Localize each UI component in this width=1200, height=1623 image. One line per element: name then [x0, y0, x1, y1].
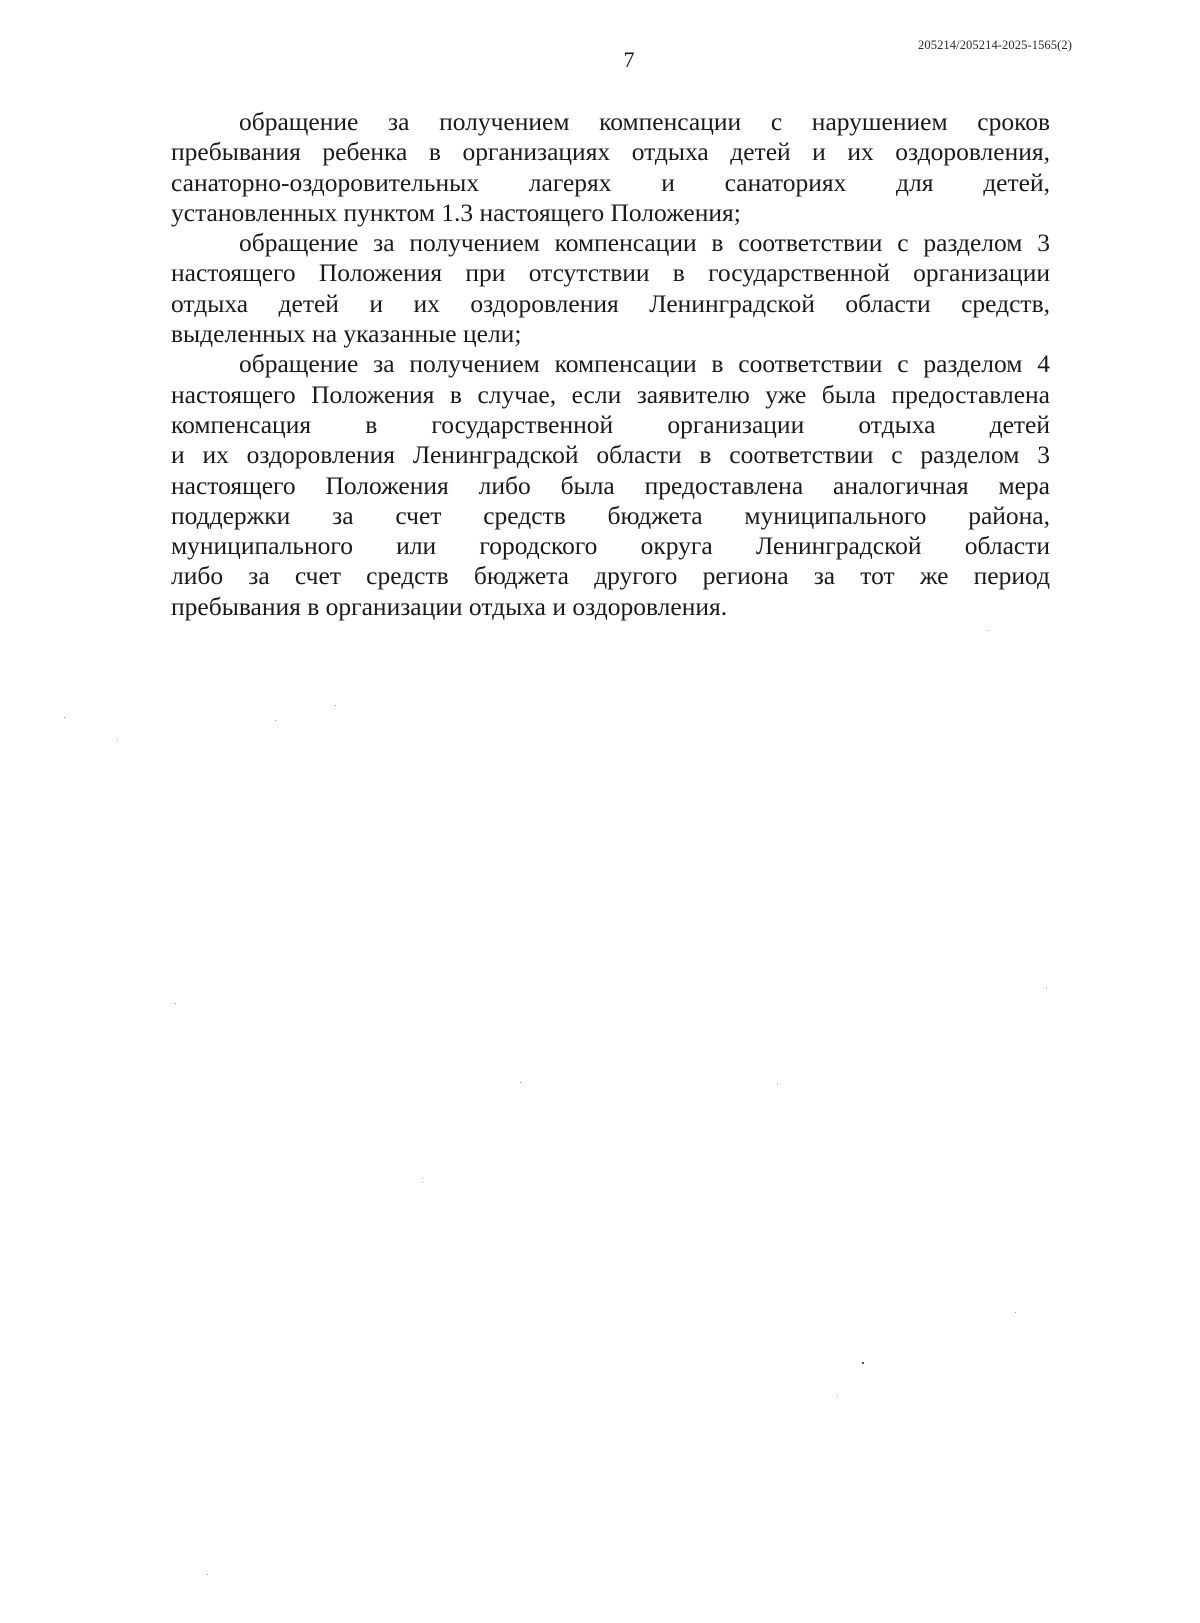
text-line: настоящего Положения в случае, если заявителю уже была предоставлена	[171, 379, 1050, 409]
text-line: обращение за получением компенсации с нарушением сроков	[239, 107, 1050, 136]
document-id: 205214/205214-2025-1565(2)	[918, 38, 1072, 52]
text-line: пребывания ребенка в организациях отдыха детей и их оздоровления,	[171, 137, 1050, 167]
text-line: установленных пунктом 1.3 настоящего Положения;	[171, 197, 741, 227]
paragraph-3	[171, 349, 1050, 622]
text-line: выделенных на указанные цели;	[171, 319, 522, 349]
text-line: поддержки за счет средств бюджета муниципального района,	[171, 500, 1050, 530]
text-line: и их оздоровления Ленинградской области в соответствии с разделом 3	[171, 440, 1050, 470]
text-line: муниципального или городского округа Ленинградской области	[171, 531, 1050, 561]
text-line: санаторно-оздоровительных лагерях и санаториях для детей,	[171, 167, 1050, 197]
text-line: отдыха детей и их оздоровления Ленинградской области средств,	[171, 288, 1050, 318]
document-body	[171, 107, 1050, 622]
text-line: настоящего Положения при отсутствии в государственной организации	[171, 258, 1050, 288]
paragraph-1	[171, 107, 1050, 228]
text-line: настоящего Положения либо была предоставлена аналогичная мера	[171, 470, 1050, 500]
text-line: пребывания в организации отдыха и оздоровления.	[171, 591, 728, 621]
text-line: обращение за получением компенсации в соответствии с разделом 4	[239, 349, 1050, 379]
page-number: 7	[623, 47, 635, 72]
text-line: либо за счет средств бюджета другого региона за тот же период	[171, 561, 1050, 591]
text-line: компенсация в государственной организации отдыха детей	[171, 409, 1050, 439]
paragraph-2	[171, 228, 1050, 349]
text-line: обращение за получением компенсации в соответствии с разделом 3	[239, 228, 1050, 258]
